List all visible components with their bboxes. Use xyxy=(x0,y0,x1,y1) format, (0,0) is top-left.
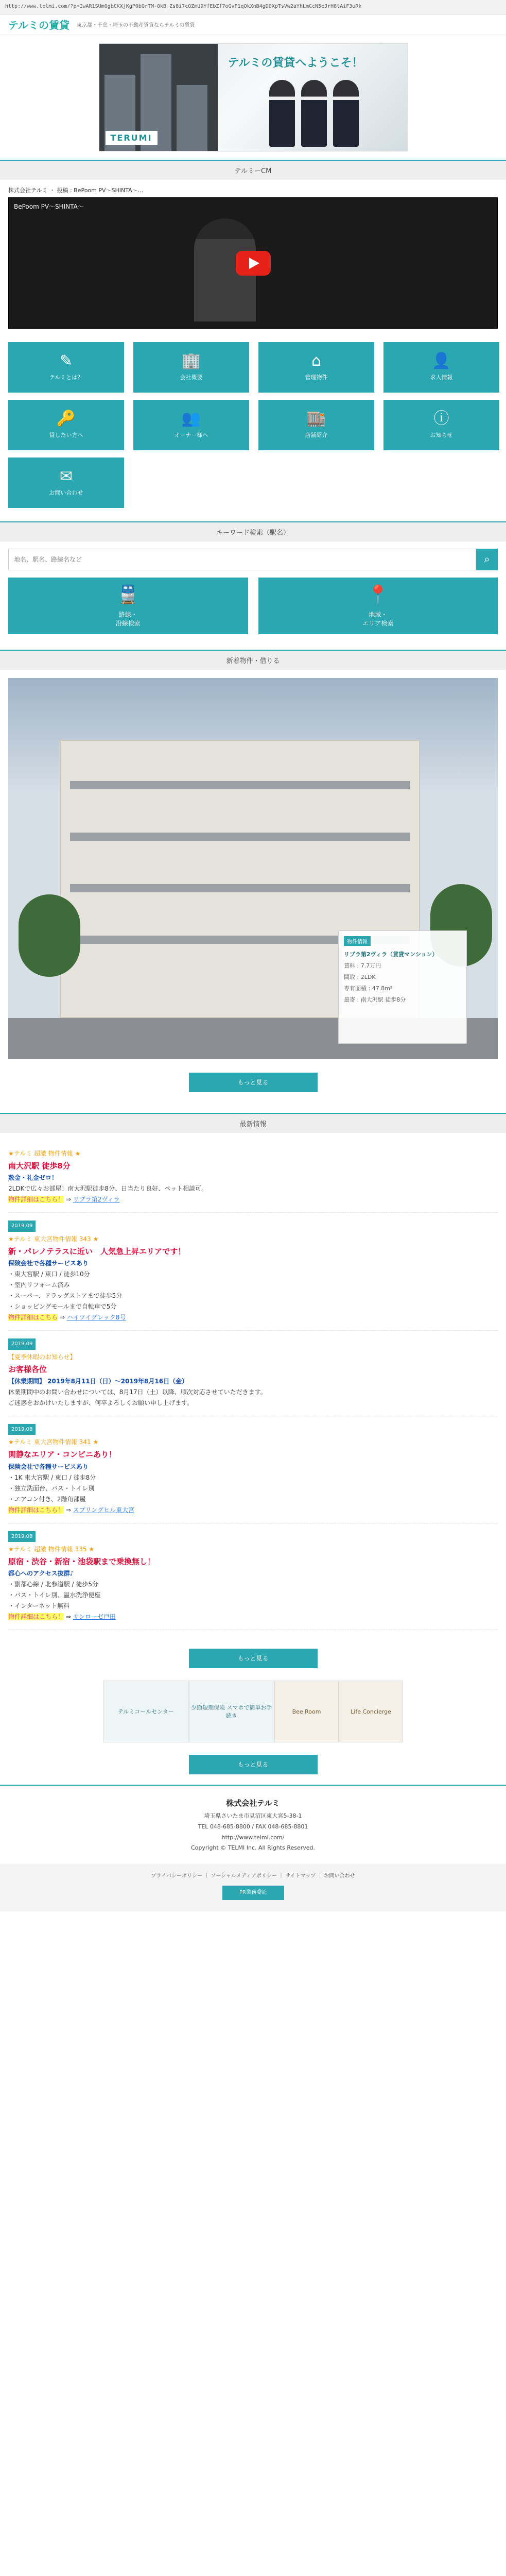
menu-tile-label: オーナー様へ xyxy=(174,432,208,438)
menu-tile[interactable] xyxy=(258,342,374,393)
property-layout: 間取 : 2LDK xyxy=(344,974,376,980)
property-area: 専有面積 : 47.8m² xyxy=(344,985,393,992)
bottom-links xyxy=(0,1864,506,1911)
menu-tile-label: テルミとは？ xyxy=(49,374,83,381)
post-link[interactable]: ハイツイグレック8号 xyxy=(66,1314,126,1321)
post-title: ★テルミ 東大宮物件情報 341 ★ xyxy=(8,1438,99,1446)
post-body: ・副都心線 / 北参道駅 / 徒歩5分 ・バス・トイレ別、温水洗浄便座 ・インターネット無料 xyxy=(8,1581,101,1610)
post-date: 2019.08 xyxy=(8,1531,36,1543)
property-name[interactable]: リブラ第2ヴィラ（賃貸マンション） xyxy=(344,951,438,958)
search-mode-label: 路線・ 沿線検索 xyxy=(115,611,141,627)
menu-tile-label: 求人情報 xyxy=(430,374,453,381)
section-title-new: 新着物件・借りる xyxy=(0,650,506,670)
post-date: 2019.09 xyxy=(8,1221,36,1232)
youtube-video-player[interactable] xyxy=(8,197,498,329)
property-rent: 賃料 : 7.7万円 xyxy=(344,962,381,969)
menu-tile[interactable] xyxy=(383,342,499,393)
store-icon: 🏬 xyxy=(306,410,326,428)
post-link-row xyxy=(8,1612,498,1622)
news-post xyxy=(8,1213,498,1331)
post-headline: 新・パレノテラスに近い 人気急上昇エリアです！ xyxy=(8,1246,186,1256)
menu-tile-label: 管理物件 xyxy=(305,374,328,381)
footer-address: 埼玉県さいたま市見沼区東大宮5-38-1 xyxy=(204,1812,302,1819)
property-tag: 物件情報 xyxy=(344,936,371,946)
balcony-row xyxy=(70,833,410,841)
menu-tile[interactable] xyxy=(383,400,499,450)
search-icon[interactable]: ⌕ xyxy=(476,549,498,570)
logo-sub: の賃貸 xyxy=(39,19,69,31)
news-post xyxy=(8,1331,498,1416)
footer-url[interactable]: http://www.telmi.com/ xyxy=(221,1834,285,1841)
menu-tile[interactable] xyxy=(8,457,124,508)
post-link-row xyxy=(8,1194,498,1205)
post-date: 2019.08 xyxy=(8,1424,36,1435)
hero-staff-photo xyxy=(269,80,359,147)
balcony-row xyxy=(70,781,410,789)
post-link-label[interactable]: 物件詳細はこちら！ xyxy=(8,1613,64,1621)
building-icon: 🏢 xyxy=(181,352,201,370)
site-header xyxy=(0,14,506,35)
menu-tile-label: お知らせ xyxy=(430,432,453,438)
arrow-icon: ⇒ xyxy=(64,1196,73,1204)
staff-figure xyxy=(301,80,327,147)
logo-main: テルミ xyxy=(8,19,39,31)
owner-icon: 👥 xyxy=(181,410,201,428)
keyword-search-form xyxy=(0,541,506,578)
pencil-icon: ✎ xyxy=(59,352,73,370)
search-mode-label: 地域・ エリア検索 xyxy=(362,611,394,627)
property-station: 最寄 : 南大沢駅 徒歩8分 xyxy=(344,996,406,1003)
section-title-cm: テルミーCM xyxy=(0,160,506,180)
more-news-button[interactable]: もっと見る xyxy=(189,1649,318,1668)
menu-tile[interactable] xyxy=(8,400,124,450)
banner-3[interactable]: Bee Room xyxy=(274,1681,339,1742)
banner-4[interactable]: Life Concierge xyxy=(339,1681,403,1742)
search-mode-tile[interactable] xyxy=(8,578,248,634)
key-icon: 🔑 xyxy=(56,410,76,428)
property-photo[interactable] xyxy=(8,678,498,1059)
post-subheadline: 都心へのアクセス抜群♪ xyxy=(8,1570,74,1578)
menu-tile[interactable] xyxy=(133,400,249,450)
recruit-icon: 👤 xyxy=(431,352,451,370)
news-post xyxy=(8,1416,498,1523)
post-date: 2019.09 xyxy=(8,1338,36,1350)
property-info-card[interactable] xyxy=(338,930,467,1044)
arrow-icon: ⇒ xyxy=(64,1613,73,1621)
site-footer xyxy=(0,1785,506,1864)
post-link[interactable]: スプリングヒル東大宮 xyxy=(73,1506,134,1514)
post-link[interactable]: リブラ第2ヴィラ xyxy=(73,1196,120,1204)
search-mode-tiles xyxy=(0,578,506,634)
post-body: ・1K 東大宮駅 / 東口 / 徒歩8分 ・独立洗面台、バス・トイレ別 ・エアコン付き、2階角部屋 xyxy=(8,1473,96,1503)
banner-list xyxy=(0,1668,506,1742)
mail-icon: ✉ xyxy=(59,467,73,485)
hero-welcome-text: テルミの賃貸へようこそ！ xyxy=(228,57,363,70)
post-subheadline: 保険会社で各種サービスあり xyxy=(8,1260,89,1267)
play-icon[interactable] xyxy=(236,251,271,276)
post-subheadline: 【休業期間】 2019年8月11日（日）〜2019年8月16日（金） xyxy=(8,1377,188,1385)
post-link-label[interactable]: 物件詳細はこちら！ xyxy=(8,1196,64,1204)
cm-caption: 株式会社テルミ ・ 投稿 : BePoom PV〜SHINTA〜... xyxy=(8,187,144,194)
building-shape xyxy=(177,85,207,151)
more-button[interactable]: もっと見る xyxy=(189,1073,318,1092)
search-input[interactable] xyxy=(8,549,476,570)
post-body: 2LDKで広々お部屋！南大沢駅徒歩8分、日当たり良好、ペット相談可。 xyxy=(8,1185,208,1193)
footer-tel: TEL 048-685-8800 / FAX 048-685-8801 xyxy=(198,1823,308,1830)
video-title[interactable]: BePoom PV〜SHINTA〜 xyxy=(14,203,84,210)
arrow-icon: ⇒ xyxy=(64,1506,73,1514)
menu-tile[interactable] xyxy=(8,342,124,393)
hero-brand-logo: TERUMI xyxy=(106,131,158,145)
section-title-keyword: キーワード検索（駅名） xyxy=(0,521,506,541)
pin-icon: 📍 xyxy=(367,584,389,605)
more-banners-button[interactable]: もっと見る xyxy=(189,1755,318,1774)
menu-tile-label: お問い合わせ xyxy=(49,489,83,496)
post-title: ★テルミ 超激 物件情報 335 ★ xyxy=(8,1546,95,1553)
section-title-news: 最新情報 xyxy=(0,1113,506,1133)
post-headline: 原宿・渋谷・新宿・池袋駅まで乗換無し！ xyxy=(8,1557,155,1566)
post-link-label[interactable]: 物件詳細はこちら xyxy=(8,1314,58,1321)
post-title: 【夏季休暇のお知らせ】 xyxy=(8,1353,76,1361)
site-tagline: 東京都・千葉・埼玉の不動産賃貸ならテルミの賃貸 xyxy=(77,23,195,28)
news-post xyxy=(8,1523,498,1631)
staff-figure xyxy=(269,80,295,147)
post-body: 休業期間中のお問い合わせについては、8月17日（土）以降、順次対応させていただきます。 ご迷惑をおかけいたしますが、何卒よろしくお願い申し上げます。 xyxy=(8,1388,267,1406)
menu-tile[interactable] xyxy=(258,400,374,450)
news-feed xyxy=(0,1133,506,1638)
staff-figure xyxy=(333,80,359,147)
footer-copyright: Copyright © TELMI Inc. All Rights Reserved. xyxy=(190,1844,316,1852)
balcony-row xyxy=(70,884,410,892)
post-title: ★テルミ 超激 物件情報 ★ xyxy=(8,1150,81,1157)
post-subheadline: 保険会社で各種サービスあり xyxy=(8,1463,89,1470)
address-bar[interactable]: http://www.telmi.com/?p=IwAR1SUm0gbCKXjKgP0bQrTM-0kB_Zs8i7cQZmU9YfEbZf7oGvP1qQkXnB4gD0XpTsVw2aYhLmCcN5eJrH8tAiF3uRk xyxy=(0,0,506,14)
menu-tile-label: 会社概要 xyxy=(180,374,203,381)
post-headline: 閑静なエリア・コンビニあり！ xyxy=(8,1450,117,1460)
post-headline: お客様各位 xyxy=(8,1364,47,1374)
news-post xyxy=(8,1141,498,1213)
hero-banner xyxy=(99,43,408,151)
post-link[interactable]: サンローゼ戸田 xyxy=(73,1613,116,1621)
tree xyxy=(19,894,80,977)
site-logo[interactable] xyxy=(8,17,69,32)
search-mode-tile[interactable] xyxy=(258,578,498,634)
banner-1[interactable]: テルミコールセンター xyxy=(103,1681,189,1742)
menu-tile[interactable] xyxy=(133,342,249,393)
post-subheadline: 敷金・礼金ゼロ！ xyxy=(8,1174,58,1182)
info-icon: ⓘ xyxy=(433,410,449,428)
post-body: ・東大宮駅 / 東口 / 徒歩10分 ・室内リフォーム済み ・スーパー、ドラッグストアまで徒歩5分 ・ショッピングモールまで自転車で5分 xyxy=(8,1270,123,1310)
menu-tile-label: 貸したい方へ xyxy=(49,432,83,438)
footer-links[interactable]: プライバシーポリシー ｜ ソーシャルメディアポリシー ｜ サイトマップ ｜ お問い合わせ xyxy=(151,1873,355,1879)
menu-tiles xyxy=(0,329,506,508)
post-link-label[interactable]: 物件詳細はこちら！ xyxy=(8,1506,64,1514)
menu-tile-label: 店舗紹介 xyxy=(305,432,328,438)
train-icon: 🚆 xyxy=(117,584,139,605)
post-link-row xyxy=(8,1505,498,1516)
house-icon: ⌂ xyxy=(311,352,322,370)
pr-button[interactable]: PR業務委託 xyxy=(222,1886,284,1900)
post-link-row xyxy=(8,1312,498,1323)
footer-company-name: 株式会社テルミ xyxy=(226,1799,280,1808)
banner-2[interactable]: 少額短期保険 スマホで簡単お手続き xyxy=(189,1681,275,1742)
post-title: ★テルミ 東大宮物件情報 343 ★ xyxy=(8,1235,99,1243)
post-headline: 南大沢駅 徒歩8分 xyxy=(8,1161,71,1171)
arrow-icon: ⇒ xyxy=(58,1314,67,1321)
